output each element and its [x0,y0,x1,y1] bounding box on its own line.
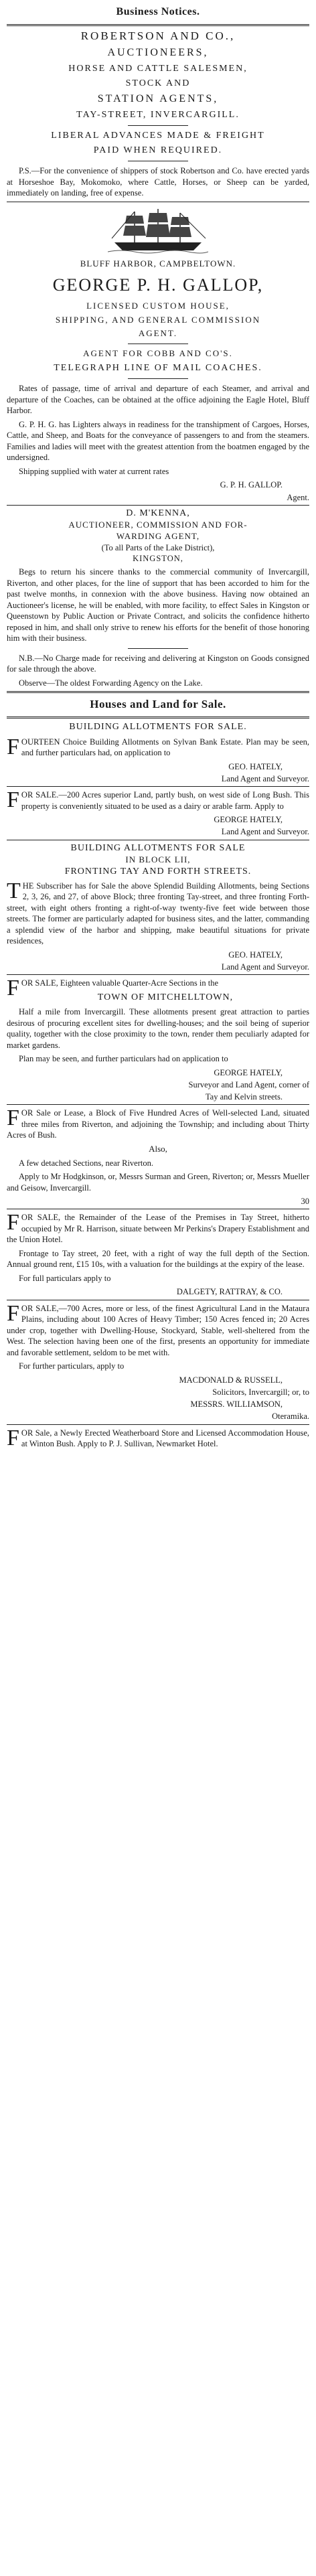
ad-robertson-liberal: LIBERAL ADVANCES MADE & FREIGHT [51,131,265,141]
ad4-para1: FOR SALE, Eighteen valuable Quarter-Acre Sections in the [7,976,219,1001]
sailing-ship-icon [108,208,208,256]
ad3-sig1: GEO. HATELY, [228,950,283,960]
ad-mckenna-name [7,508,309,520]
ad-gallop-para1: Rates of passage, time of arrival and departure of each Steamer, and arrival and departure of the Coaches, can be obtained at the office adjoining the Eagle Hotel, Bluff Harbor. [7,384,309,416]
ad-gallop [7,208,309,503]
divider [128,125,188,126]
ad-gallop-para3: Shipping supplied with water at current rates [19,466,169,476]
ad-mckenna-para1: Begs to return his sincere thanks to the commercial community of Invercargill, Riverton, and other places, for the line of support that has been accorded to him for the past twelve months, in connexion with the above business. Having now obtained an Auctioneer's license, he will be enabled, with more facility, to effect Sales in Kingston or Queenstown by Public Auction or Private Contract, and solicits the confidence hitherto reposed in him, and shall only strive to renew his efforts for the benefit of those honoring him with their business. [7,567,309,643]
ad-robertson-line2: HORSE AND CATTLE SALESMEN, [68,63,248,74]
ad3-heading3: FRONTING TAY AND FORTH STREETS. [64,866,252,877]
ad-robertson-line5: TAY-STREET, INVERCARGILL. [76,109,240,120]
ad3-para1: THE Subscriber has for Sale the above Splendid Building Allotments, being Sections 2, 3, 26, and 27, of above Block; three fronting Tay-street, and three fronting Forth-street, with eight others fronting a right-of-way twenty-five feet wide between those streets. The former are particularly adapted for business sites, and the latter, commanding a splendid view of the harbor and shipping, make beautiful situations for private residences, [7,878,309,946]
ad-mckenna-name-text: D. M'KENNA, [126,508,190,518]
ad-building-allotments-sylvan [7,721,309,784]
ad3-sig2: Land Agent and Surveyor. [221,962,309,972]
ad1-sig1: GEO. HATELY, [228,761,283,771]
ad1-para: FOURTEEN Choice Building Allotments on Sylvan Bank Estate. Plan may be seen, and further particulars had, on application to [7,734,309,759]
ad2-sig2: Land Agent and Surveyor. [221,827,309,837]
ad-mckenna-line2: WARDING AGENT, [116,530,200,541]
ad5-number: 30 [301,1197,309,1207]
ad2-sig1: GEORGE HATELY, [214,815,283,825]
ad-mckenna-line1: AUCTIONEER, COMMISSION AND FOR- [68,520,248,530]
ad-winton-bush [7,1425,309,1450]
divider [7,786,309,787]
ad-gallop-para2: G. P. H. G. has Lighters always in readiness for the transhipment of Cargoes, Horses, Cattle, and Sheep, and Boats for the conveyance of passengers to and from the steamers. Families and ladies will meet with the greatest attention from the boatmen engaged by the undersigned. [7,419,309,463]
ad7-para2: For further particulars, apply to [19,1361,125,1371]
ad-robertson-name: ROBERTSON AND CO., [80,29,236,42]
ad-gallop-line5: TELEGRAPH LINE OF MAIL COACHES. [54,363,262,374]
ad7-sig2: Solicitors, Invercargill; or, to [212,1387,309,1397]
section-header-business-notices: Business Notices. [116,6,200,17]
ad-mataura-plains [7,1300,309,1422]
ad-gallop-line4: AGENT FOR COBB AND CO'S. [83,348,233,359]
ad4-para2: Half a mile from Invercargill. These allotments present great attraction to parties desirous of procuring excellent sites for dwelling-houses; and the soil being of superior quality, together with the close proximity to the town, render them peculiarly adapted for market gardens. [7,1007,309,1050]
ad-mckenna-line3: (To all Parts of the Lake District), [101,542,215,552]
ad-robertson [7,29,309,199]
ad7-sig1: MACDONALD & RUSSELL, [179,1375,283,1385]
divider [7,505,309,506]
ad3-heading1: BUILDING ALLOTMENTS FOR SALE [70,842,246,853]
ad-robertson-line4: STATION AGENTS, [97,93,219,105]
ad-robertson-line1: AUCTIONEERS, [107,46,209,58]
divider [7,691,309,693]
ad-robertson-paid: PAID WHEN REQUIRED. [93,145,223,156]
ad-long-bush [7,789,309,838]
ad5-para2: A few detached Sections, near Riverton. [19,1158,153,1168]
divider [7,1104,309,1105]
ad4-sig1: GEORGE HATELY, [214,1067,283,1077]
ad-gallop-place: BLUFF HARBOR, CAMPBELTOWN. [80,258,236,269]
divider [7,716,309,718]
section-header-houses-land: Houses and Land for Sale. [90,698,226,711]
ad-robertson-line3: STOCK AND [125,78,191,88]
ad1-sig2: Land Agent and Surveyor. [221,773,309,783]
ad-mckenna-para3: Observe—The oldest Forwarding Agency on the Lake. [19,678,203,688]
ad3-heading2: IN BLOCK LII, [125,854,191,864]
ad1-heading: BUILDING ALLOTMENTS FOR SALE. [69,722,247,733]
ad-mckenna-line4: KINGSTON, [133,554,183,564]
ad5-para3: Apply to Mr Hodgkinson, or, Messrs Surman and Green, Riverton; or, Messrs Mueller and Geisow, Invercargill. [7,1172,309,1193]
ad2-para: FOR SALE.—200 Acres superior Land, partly bush, on west side of Long Bush. This property is conveniently situated to be used as a dairy or arable farm. Apply to [7,787,309,813]
divider [128,378,188,379]
ad-robertson-ps: P.S.—For the convenience of shippers of stock Robertson and Co. have erected yards at Horseshoe Bay, Mokomoko, where Cattle, Horses, or Sheep can be yarded, immediately on landing, free of expense. [7,166,309,198]
ad-riverton-block [7,1108,309,1207]
ad8-para: FOR Sale, a Newly Erected Weatherboard Store and Licensed Accommodation House, at Winton Bush. Apply to P. J. Sullivan, Newmarket Hotel. [7,1425,309,1450]
ad4-sig2: Surveyor and Land Agent, corner of [188,1079,309,1089]
divider [7,24,309,26]
ad4-heading: TOWN OF MITCHELLTOWN, [97,992,234,1002]
ad-mckenna [7,508,309,688]
ad-gallop-name: GEORGE P. H. GALLOP, [52,275,264,295]
ad-gallop-line1: LICENSED CUSTOM HOUSE, [86,300,230,311]
ad6-sig: DALGETY, RATTRAY, & CO. [176,1287,283,1297]
ad6-para2: Frontage to Tay street, 20 feet, with a right of way the full depth of the Section. Annual ground rent, £15 10s, with a valuation for the buildings at the expiry of the lease. [7,1248,309,1270]
ad-block-lii [7,842,309,973]
ad7-sig4: Oteramika. [272,1412,309,1422]
divider [7,1424,309,1425]
ad4-para3: Plan may be seen, and further particulars had on application to [19,1054,228,1064]
ad4-sig3: Tay and Kelvin streets. [205,1092,283,1102]
ad5-also: Also, [149,1143,167,1154]
ad-gallop-line2: SHIPPING, AND GENERAL COMMISSION [55,314,261,325]
ad-tay-street-lease [7,1212,309,1297]
divider [128,648,188,649]
ad-gallop-line3: AGENT. [138,328,178,339]
ad-mckenna-para2: N.B.—No Charge made for receiving and delivering at Kingston on Goods consigned for sale through the above. [7,653,309,674]
ad7-para1: FOR SALE,—700 Acres, more or less, of the finest Agricultural Land in the Mataura Plains, including about 100 Acres of Heavy Timber; 150 Acres fenced in; 20 Acres under crop, together with Dwelling-House, Stockyard, Stable, well-sheltered from the West. The selection having been one of the first, presents an opportunity for immediate and favorable settlement, seldom to be met with. [7,1300,309,1357]
ad7-sig3: MESSRS. WILLIAMSON, [190,1399,283,1410]
divider [7,974,309,975]
ad-mitchelltown [7,978,309,1102]
ad6-para3: For full particulars apply to [19,1273,111,1283]
ad5-para1: FOR Sale or Lease, a Block of Five Hundred Acres of Well-selected Land, situated three miles from Riverton, and adjoining the Township; and including about Thirty Acres of Bush. [7,1106,309,1140]
ad-gallop-sig2: Agent. [287,492,309,502]
ad-gallop-sig1: G. P. H. GALLOP. [220,480,283,490]
ad6-para1: FOR SALE, the Remainder of the Lease of the Premises in Tay Street, hitherto occupied by Mr R. Harrison, situate between Mr Perkins's Drapery Establishment and the Union Hotel. [7,1210,309,1245]
